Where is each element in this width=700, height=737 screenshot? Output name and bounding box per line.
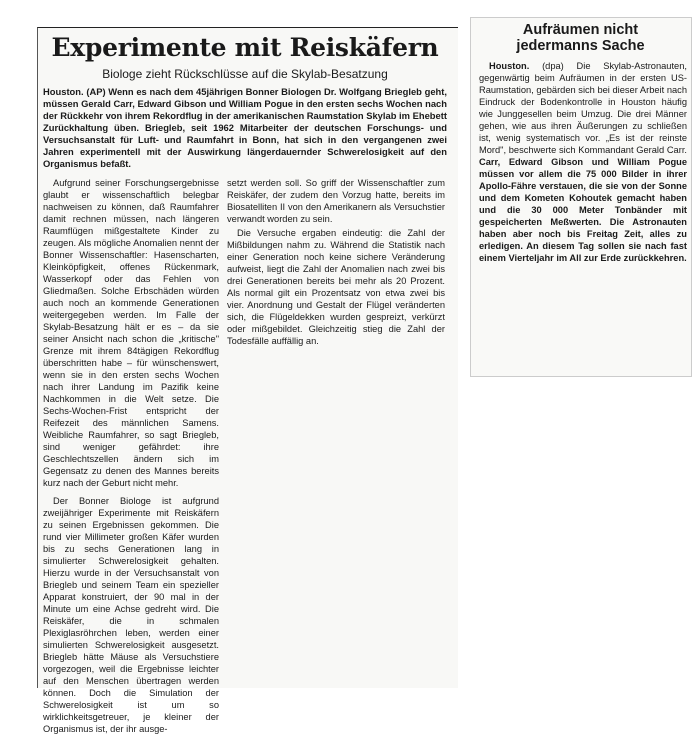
- side-article-body: [479, 60, 687, 264]
- side-article-headline: [473, 22, 688, 54]
- side-article-bold-text: Carr, Edward Gibson und William Pogue müssen vor allem die 75 000 Bilder in ihrer Apollo-Fähre verstauen, die sie von der Sonne und dem Kometen Kohoutek gemacht haben und die 30 000 Meter Tonbänder mit gespeicherten Meßwerten. Die Astronauten haben aber noch bis Freitag Zeit, alles zu erledigen. An diesem Tag sollen sie nach fast einem Vierteljahr im All zur Erde zurückkehren.: [479, 157, 687, 263]
- article-lead-paragraph: Houston. (AP) Wenn es nach dem 45jährigen Bonner Biologen Dr. Wolfgang Briegleb geht, müssen Gerald Carr, Edward Gibson und William Pogue in den ersten sechs Wochen nach der Rückkehr von ihrem Rekordflug in der amerikanischen Raumstation Skylab im Ehebett Zurückhaltung üben. Briegleb, seit 1962 Mitarbeiter der deutschen Forschungs- und Versuchsanstalt für Luft- und Raumfahrt in Bonn, hat sich in den vergangenen zwei Jahren experimentell mit der Auswirkung längerdauernder Schwerelosigkeit auf den Organismus befaßt.: [43, 86, 447, 169]
- body-paragraph: Aufgrund seiner Forschungsergebnisse glaubt er wissenschaftlich belegbar nachweisen zu können, daß Raumfahrer damit rechnen müssen, nach längeren Raumflügen mißgestaltete Kinder zu zeugen. Als mögliche Anomalien nennt der Bonner Wissenschaftler: Hasenscharten, Kleinköpfigkeit, offenes Rückenmark, Wasserkopf oder das Fehlen von Gliedmaßen. Solche Erbschäden würden auch noch an kommende Generationen weitergegeben werden. Im Falle der Skylab-Besatzung hält er es – da sie seiner Ansicht nach schon die „kritische" Grenze mit ihrem 84tägigen Rekordflug überschritten habe – für wünschenswert, wenn sie in den ersten sechs Wochen nach ihrer Landung im Pazifik keine Nachkommen in die Welt setze. Die Sechs-Wochen-Frist entspricht der Reifezeit des männlichen Samens. Weibliche Raumfahrer, so sagt Briegleb, sind weniger gefährdet: ihre Geschlechtszellen ändern sich im Gegensatz zu denen des Mannes bereits kurz nach der Geburt nicht mehr.: [43, 178, 219, 488]
- side-article-paragraph: [479, 60, 687, 264]
- body-paragraph: setzt werden soll. So griff der Wissenschaftler zum Reiskäfer, der zudem den Vorzug hatte, bereits im Biosatelliten II von den Amerikanern als Versuchstier verwandt worden zu sein.: [227, 178, 445, 224]
- side-article-text: (dpa) Die Skylab-Astronauten, gegenwärtig beim Aufräumen in der ersten US-Raumstation, gebärden sich bei dieser Arbeit nach Eindruck der Bodenkontrolle in Houston häufig wie Junggesellen beim Umzug. Die drei Männer gehen, wie aus ihren Äußerungen zu schließen ist, wenig systematisch vor. „Es ist der reinste Mord", beschwerte sich Kommandant Gerald Carr.: [479, 61, 687, 155]
- body-paragraph: Die Versuche ergaben eindeutig: die Zahl der Mißbildungen nahm zu. Während die Statistik nach einer Generation noch keine sichere Veränderung aufweist, liegt die Zahl der Anomalien nach zwei bis drei Generationen bereits bei mehr als 20 Prozent. Als normal gilt ein Prozentsatz von etwa zwei bis vier. Anordnung und Gestalt der Flügel veränderten sich, die Flügeldekken wurden gespreizt, verkürzt oder mißgebildet. Gleichzeitig stieg die Zahl der Todesfälle auffällig an.: [227, 228, 445, 346]
- side-headline-line: jedermanns Sache: [516, 38, 645, 54]
- side-headline-line: Aufräumen nicht: [522, 22, 639, 38]
- side-dateline: Houston.: [489, 61, 530, 71]
- article-headline: Experimente mit Reiskäfern: [51, 33, 439, 62]
- article-subheadline: Biologe zieht Rückschlüsse auf die Skylab-Besatzung: [102, 67, 388, 81]
- article-column-1: [43, 177, 219, 737]
- article-column-2: [227, 177, 445, 349]
- body-paragraph: Der Bonner Biologe ist aufgrund zweijähriger Experimente mit Reiskäfern zu seinen Ergebnissen gekommen. Die rund vier Millimeter großen Käfer wurden bis zu sechs Generationen lang in simulierter Schwerelosigkeit gehalten. Hierzu wurde in der Versuchsanstalt von Briegleb und seinem Team ein spezieller Apparat konstruiert, der 90 mal in der Minute um eine Achse gedreht wird. Die Reiskäfer, die in schmalen Plexiglasröhrchen leben, werden einer simulierten Schwerelosigkeit ausgesetzt. Briegleb hätte Mäuse als Versuchstiere vorgezogen, weil die Ergebnisse leichter auf den Menschen übertragen werden können. Doch die Simulation der Schwerelosigkeit ist um so wirklichkeitsgetreuer, je kleiner der Organismus ist, der ihr ausge-: [43, 496, 219, 734]
